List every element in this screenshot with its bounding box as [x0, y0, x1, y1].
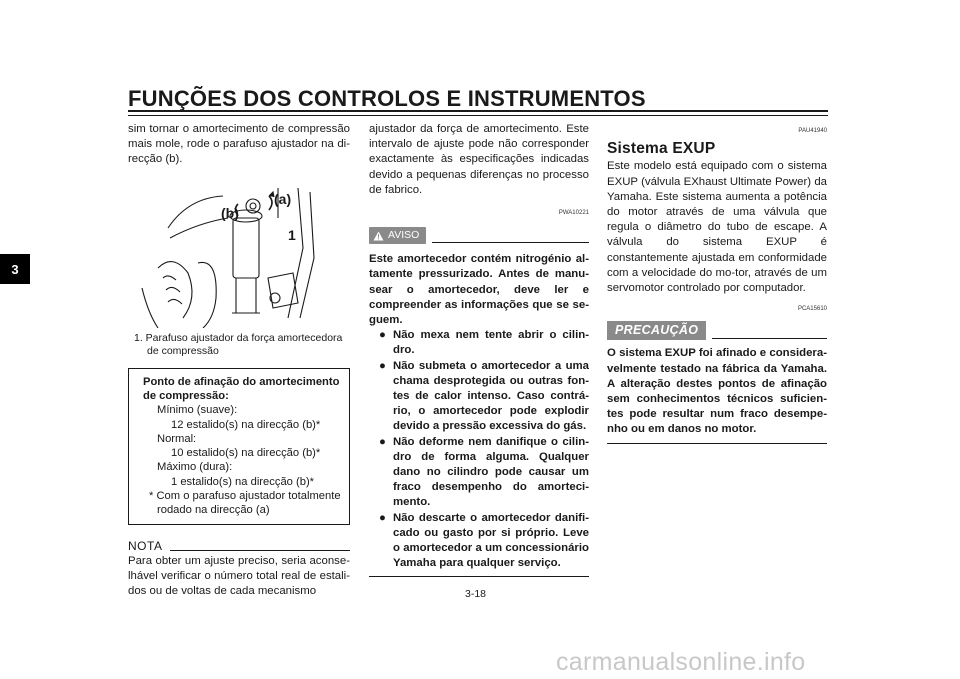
spec-title-1: Ponto de afinação do amortecimento [143, 375, 340, 388]
precaucao-rule [712, 338, 827, 339]
bullet-icon: ● [379, 511, 386, 524]
bullet-text: Não mexa nem tente abrir o cilin-dro. [393, 329, 589, 357]
figure-caption-line2: de compressão [147, 344, 219, 357]
caution-code: PCA15610 [797, 306, 827, 313]
aviso-rule [432, 242, 589, 243]
figure-caption-line1: 1. Parafuso ajustador da força amortecedora [134, 331, 343, 344]
bullet-icon: ● [379, 329, 386, 342]
shock-absorber-figure [128, 178, 350, 328]
list-item [369, 328, 589, 358]
aviso-header [369, 227, 589, 244]
spec-max-label: Máximo (dura): [157, 461, 233, 474]
bullet-text: Não deforme nem danifique o cilin-dro de forma alguma. Qualquer dano no cilindro pode causar um fraco desempenho do amorteci-mento. [393, 435, 589, 509]
continuation-text: ajustador da força de amortecimento. Este intervalo de ajuste pode não corresponder exactamente às especificações indicadas devido a pequenas diferenças no processo de fabrico. [369, 123, 589, 196]
warning-code: PWA10221 [558, 210, 589, 217]
list-item [369, 435, 589, 511]
figure-label-1: 1 [288, 226, 296, 243]
watermark: carmanualsonline.info [556, 648, 806, 676]
section-title: Sistema EXUP [607, 140, 716, 158]
page-title: FUNÇÕES DOS CONTROLOS E INSTRUMENTOS [128, 86, 646, 111]
warning-intro: Este amortecedor contém nitrogénio al-tamente pressurizado. Antes de manu-sear o amortecedor, deve ler e compreender as informações que se se-guem. [369, 253, 589, 327]
spec-title-2: de compressão: [143, 389, 229, 402]
bullet-icon: ● [379, 359, 386, 372]
precaucao-header [607, 321, 827, 340]
nota-rule [170, 550, 350, 551]
bullet-text: Não descarte o amortecedor danifi-cado ou gasto por si próprio. Leve o amortecedor a um concessionário Yamaha para qualquer serviço. [393, 511, 589, 570]
figure-caption [128, 332, 350, 358]
warning-bullets [369, 328, 589, 571]
warning-triangle-icon [373, 231, 384, 241]
section-text: Este modelo está equipado com o sistema EXUP (válvula EXhaust Ultimate Power) da Yamaha. Este sistema aumenta a potência do motor através de uma válvula que regula o diâmetro do tubo de escape. A válvula do sistema EXUP é constantemente ajustada em conformidade com a velocidade do mo-tor, através de um servomotor controlado por computador. [607, 160, 827, 295]
figure-label-b: (b) [221, 204, 239, 221]
intro-text: sim tornar o amortecimento de compressão mais mole, rode o parafuso ajustador na di-recção (b). [128, 123, 350, 166]
list-item [369, 359, 589, 435]
nota-header [128, 539, 350, 554]
spec-min-value: 12 estalido(s) na direcção (b)* [171, 418, 321, 431]
list-item [369, 511, 589, 572]
precaucao-badge: PRECAUÇÃO [607, 321, 706, 340]
page-number: 3-18 [465, 588, 487, 600]
spec-max-value: 1 estalido(s) na direcção (b)* [171, 475, 315, 488]
caution-text: O sistema EXUP foi afinado e considera-velmente testado na fábrica da Yamaha. A alteração destes pontos de afinação sem conhecimentos técnicos suficien-tes pode resultar num fraco desempe-nho ou em danos no motor. [607, 347, 827, 436]
spec-min-label: Mínimo (suave): [157, 404, 238, 417]
shock-absorber-illustration [128, 178, 350, 328]
bullet-text: Não submeta o amortecedor a uma chama desprotegida ou outras fon-tes de calor intenso. Caso contrá-rio, o amortecedor pode explodir devido a pressão excessiva do gás. [393, 359, 589, 433]
section-code: PAU41940 [798, 128, 827, 134]
figure-label-a: (a) [274, 190, 292, 207]
nota-text: Para obter um ajuste preciso, seria aconse-lhável verificar o número total real de estali-dos ou de voltas de cada mecanismo [128, 554, 350, 598]
bullet-icon: ● [379, 435, 386, 448]
column-1 [128, 122, 350, 599]
spec-footnote-1: * Com o parafuso ajustador totalmente [149, 489, 341, 502]
spec-normal-value: 10 estalido(s) na direcção (b)* [171, 447, 321, 460]
chapter-tab: 3 [0, 254, 30, 284]
nota-label: NOTA [128, 538, 163, 553]
spec-normal-label: Normal: [157, 432, 197, 445]
column-3 [607, 122, 827, 444]
title-rule [128, 110, 828, 116]
warning-end-rule [369, 576, 589, 577]
column-2 [369, 122, 589, 577]
aviso-badge [369, 227, 426, 244]
aviso-label: AVISO [388, 229, 420, 242]
caution-end-rule [607, 443, 827, 444]
spec-box [128, 368, 350, 525]
spec-footnote-2: rodado na direcção (a) [157, 504, 270, 517]
